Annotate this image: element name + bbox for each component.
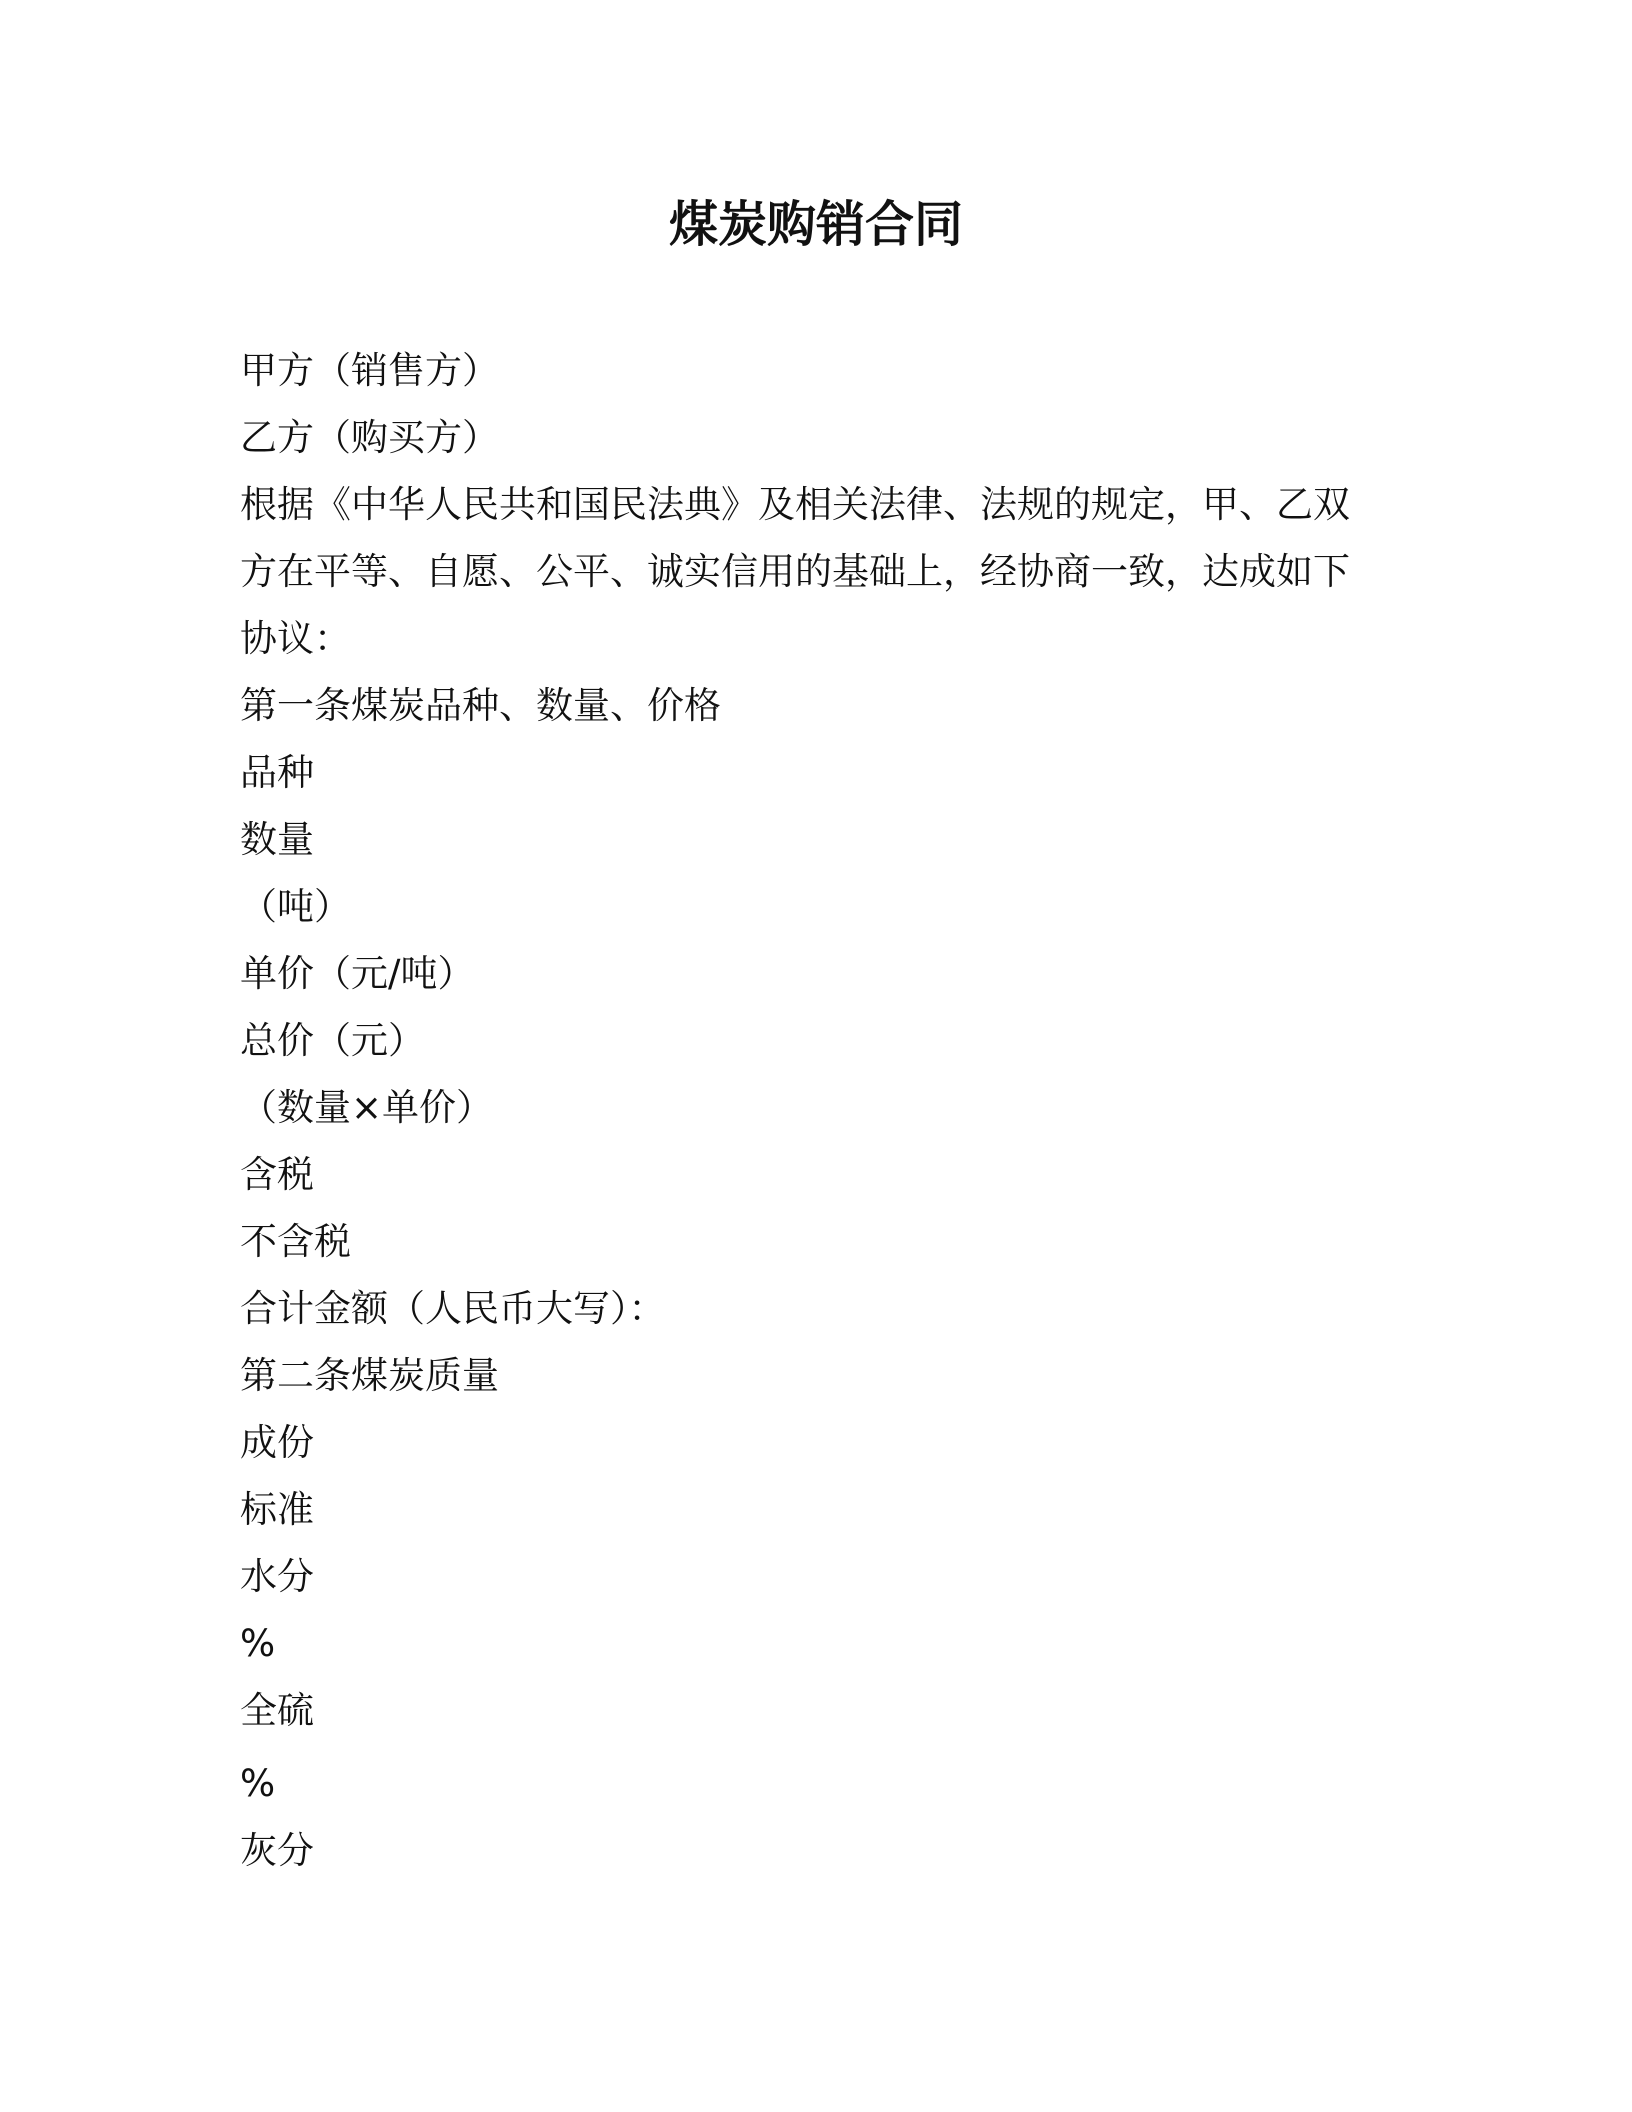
ash-label: 灰分	[240, 1829, 314, 1872]
total-amount-label: 合计金额（人民币大写）：	[240, 1287, 666, 1330]
standard-label: 标准	[240, 1488, 314, 1531]
sulfur-percent: %	[240, 1762, 276, 1805]
total-price-label: 总价（元）	[240, 1019, 425, 1062]
party-b-line: 乙方（购买方）	[240, 416, 499, 459]
variety-label: 品种	[240, 751, 314, 794]
sulfur-label: 全硫	[240, 1689, 314, 1732]
document-body	[240, 337, 1400, 1884]
tax-included-label: 含税	[240, 1153, 314, 1196]
preamble-line-3: 协议：	[240, 617, 351, 660]
total-price-formula: （数量×单价）	[240, 1086, 494, 1129]
moisture-label: 水分	[240, 1555, 314, 1598]
preamble-line-2: 方在平等、自愿、公平、诚实信用的基础上，经协商一致，达成如下	[240, 550, 1350, 593]
article-1-heading: 第一条煤炭品种、数量、价格	[240, 684, 721, 727]
composition-label: 成份	[240, 1421, 314, 1464]
quantity-label: 数量	[240, 818, 314, 861]
article-2-heading: 第二条煤炭质量	[240, 1354, 499, 1397]
quantity-unit-label: （吨）	[240, 885, 351, 928]
unit-price-label: 单价（元/吨）	[240, 952, 475, 995]
tax-excluded-label: 不含税	[240, 1220, 351, 1263]
document-title: 煤炭购销合同	[668, 196, 963, 253]
moisture-percent: %	[240, 1622, 276, 1665]
party-a-line: 甲方（销售方）	[240, 349, 499, 392]
preamble-line-1: 根据《中华人民共和国民法典》及相关法律、法规的规定，甲、乙双	[240, 483, 1350, 526]
